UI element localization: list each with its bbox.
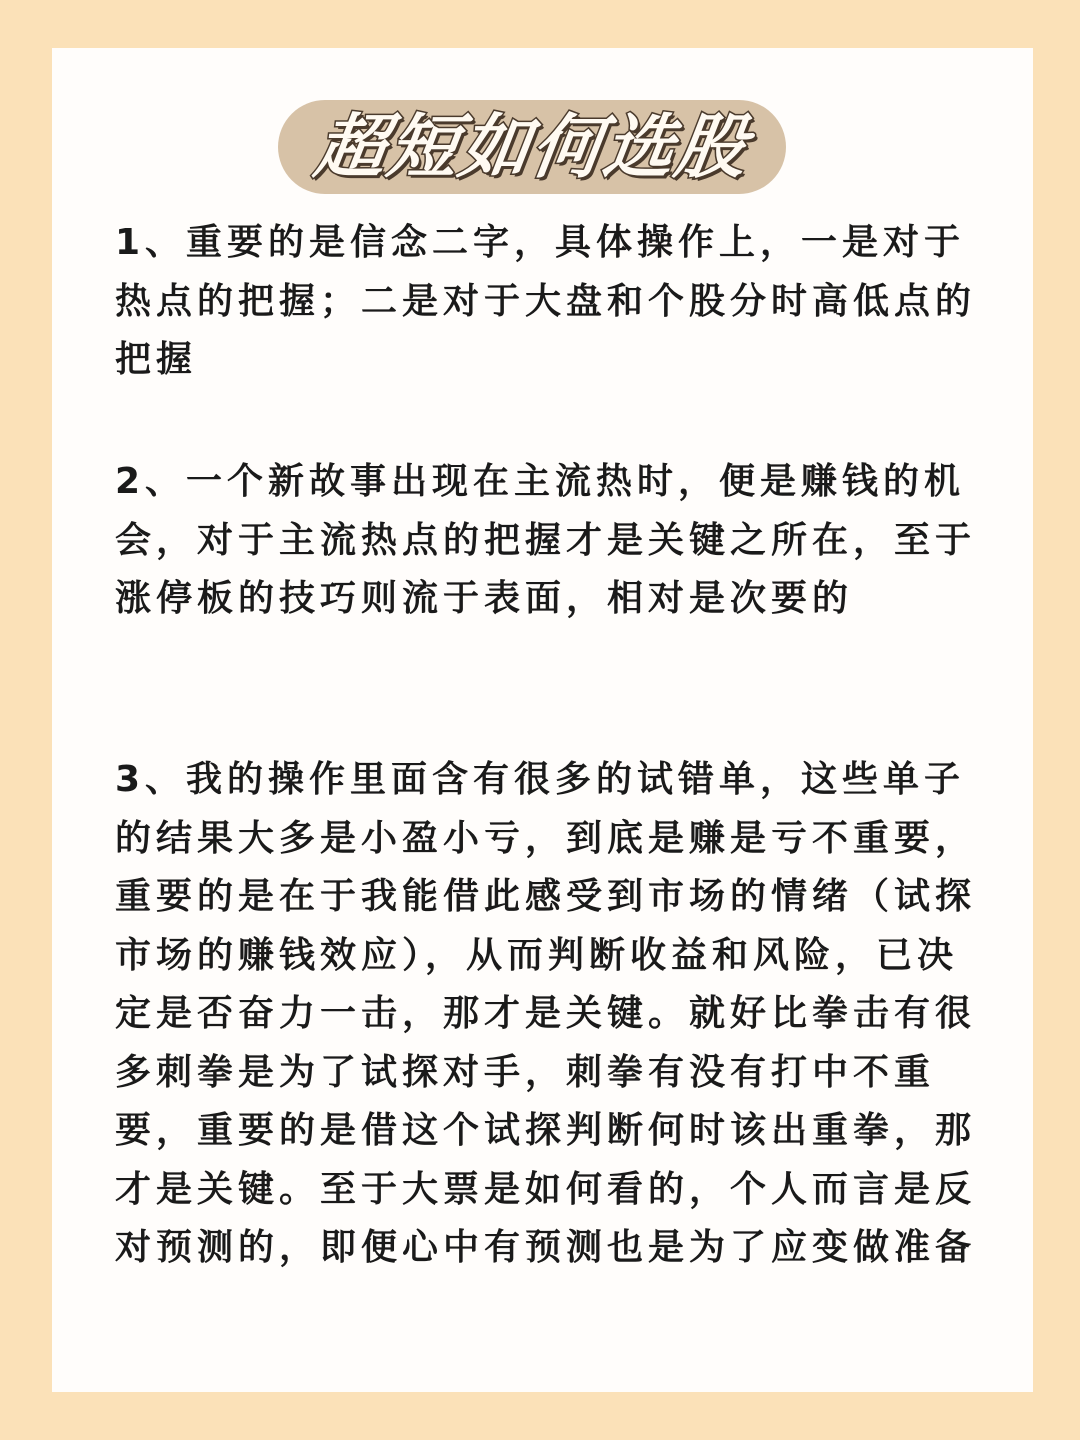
paragraph-1: 1、重要的是信念二字，具体操作上，一是对于热点的把握；二是对于大盘和个股分时高低点的把握 [115,222,977,380]
content-card [52,48,1033,1392]
title-banner [278,100,786,194]
paragraph-2: 2、一个新故事出现在主流热时，便是赚钱的机会，对于主流热点的把握才是关键之所在，至于涨停板的技巧则流于表面，相对是次要的 [115,461,977,619]
page-title: 超短如何选股 [310,106,754,188]
paragraph-3: 3、我的操作里面含有很多的试错单，这些单子的结果大多是小盈小亏，到底是赚是亏不重要，重要的是在于我能借此感受到市场的情绪（试探市场的赚钱效应），从而判断收益和风险，已决定是否奋力一击，那才是关键。就好比拳击有很多刺拳是为了试探对手，刺拳有没有打中不重要，重要的是借这个试探判断何时该出重拳，那才是关键。至于大票是如何看的，个人而言是反对预测的，即便心中有预测也是为了应变做准备 [115,759,977,1268]
